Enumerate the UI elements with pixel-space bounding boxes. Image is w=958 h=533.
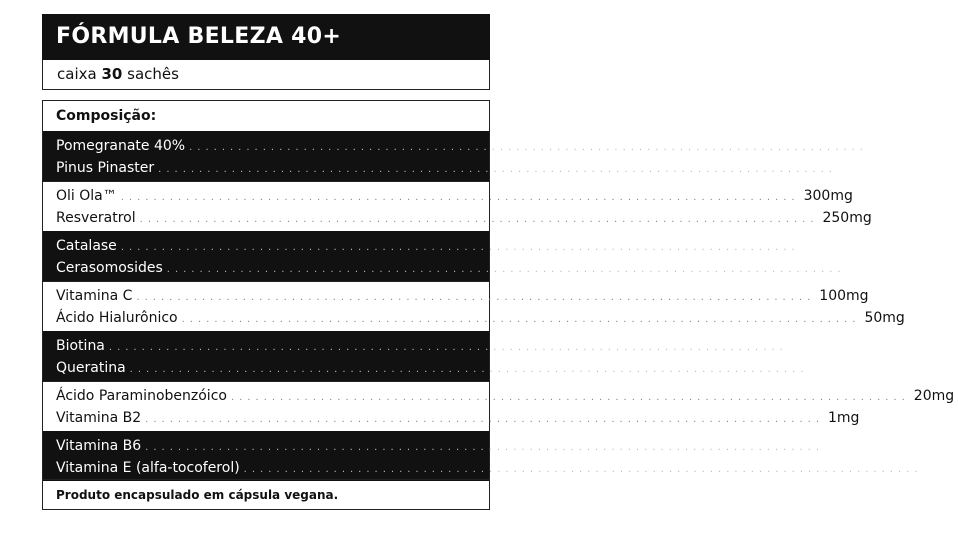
ingredient-name: Vitamina C [56, 288, 133, 304]
ingredient-amount: 1mg [828, 410, 860, 426]
ingredient-amount: 20mg [812, 360, 853, 376]
ingredient-amount: 20mg [913, 388, 955, 404]
ingredient-amount: 50mg [841, 160, 882, 176]
ingredient-amount: 5.000UI [803, 238, 859, 254]
leader-dots: ................................................................................... [129, 364, 809, 375]
ingredient-row [56, 207, 872, 229]
ingredient-name: Resveratrol [56, 210, 136, 226]
leader-dots: ................................................................................... [166, 264, 846, 275]
ingredient-amount: 60mg [849, 260, 890, 276]
package-suffix: sachês [127, 65, 179, 83]
ingredient-name: Vitamina B6 [56, 438, 142, 454]
ingredient-group [43, 281, 905, 331]
ingredient-name: Queratina [56, 360, 126, 376]
ingredient-group [43, 381, 955, 431]
ingredient-row [56, 457, 958, 479]
ingredient-row [56, 335, 833, 357]
leader-dots: ................................................................................... [108, 342, 788, 353]
ingredient-group [43, 431, 958, 481]
ingredient-row [56, 285, 869, 307]
ingredient-amount: 250mg [871, 138, 922, 154]
leader-dots: ................................................................................... [145, 442, 825, 453]
ingredient-group [43, 231, 890, 281]
ingredient-row [56, 257, 890, 279]
leader-dots: ................................................................................... [181, 314, 861, 325]
ingredient-row [56, 435, 869, 457]
ingredient-group [43, 181, 872, 231]
ingredient-row [56, 307, 905, 329]
composition-header: Composição: [56, 108, 157, 124]
leader-dots: ................................................................................... [243, 464, 923, 475]
ingredient-amount: 10mg [828, 438, 869, 454]
ingredient-name: Pinus Pinaster [56, 160, 155, 176]
ingredient-row [56, 135, 922, 157]
ingredient-name: Catalase [56, 238, 117, 254]
leader-dots: ................................................................................... [145, 414, 825, 425]
leader-dots: ................................................................................... [136, 292, 816, 303]
ingredient-amount: 50mg [864, 310, 905, 326]
ingredient-row [56, 357, 853, 379]
ingredient-name: Biotina [56, 338, 105, 354]
ingredient-name: Ácido Hialurônico [56, 310, 178, 326]
ingredient-amount: 100mg [819, 288, 869, 304]
leader-dots: ................................................................................... [158, 164, 837, 175]
ingredient-name: Cerasomosides [56, 260, 163, 276]
product-title: FÓRMULA BELEZA 40+ [42, 14, 490, 60]
leader-dots: ................................................................................... [189, 142, 868, 153]
package-prefix: caixa [57, 65, 97, 83]
ingredient-name: Oli Ola™ [56, 188, 117, 204]
ingredient-amount: 300mg [803, 188, 853, 204]
ingredient-group [43, 331, 853, 381]
ingredient-amount: 250mg [822, 210, 872, 226]
package-info [42, 60, 490, 90]
leader-dots: ................................................................................... [230, 392, 910, 403]
ingredient-amount: 10mg [791, 338, 833, 354]
package-count: 30 [101, 65, 123, 83]
ingredient-name: Vitamina B2 [56, 410, 142, 426]
ingredient-name: Vitamina E (alfa-tocoferol) [56, 460, 240, 476]
ingredient-name: Pomegranate 40% [56, 138, 186, 154]
ingredient-row [56, 185, 853, 207]
ingredient-row [56, 407, 860, 429]
leader-dots: ................................................................................... [139, 214, 819, 225]
ingredient-amount: 3mg [926, 460, 958, 476]
leader-dots: ................................................................................... [120, 192, 800, 203]
ingredient-row [56, 385, 955, 407]
vegan-capsule-note: Produto encapsulado em cápsula vegana. [43, 479, 489, 509]
leader-dots: ................................................................................... [120, 242, 800, 253]
composition-table [42, 100, 958, 510]
ingredient-name: Ácido Paraminobenzóico [56, 388, 227, 404]
ingredient-row [56, 235, 859, 257]
ingredient-row [56, 157, 882, 179]
ingredient-group [43, 131, 922, 181]
